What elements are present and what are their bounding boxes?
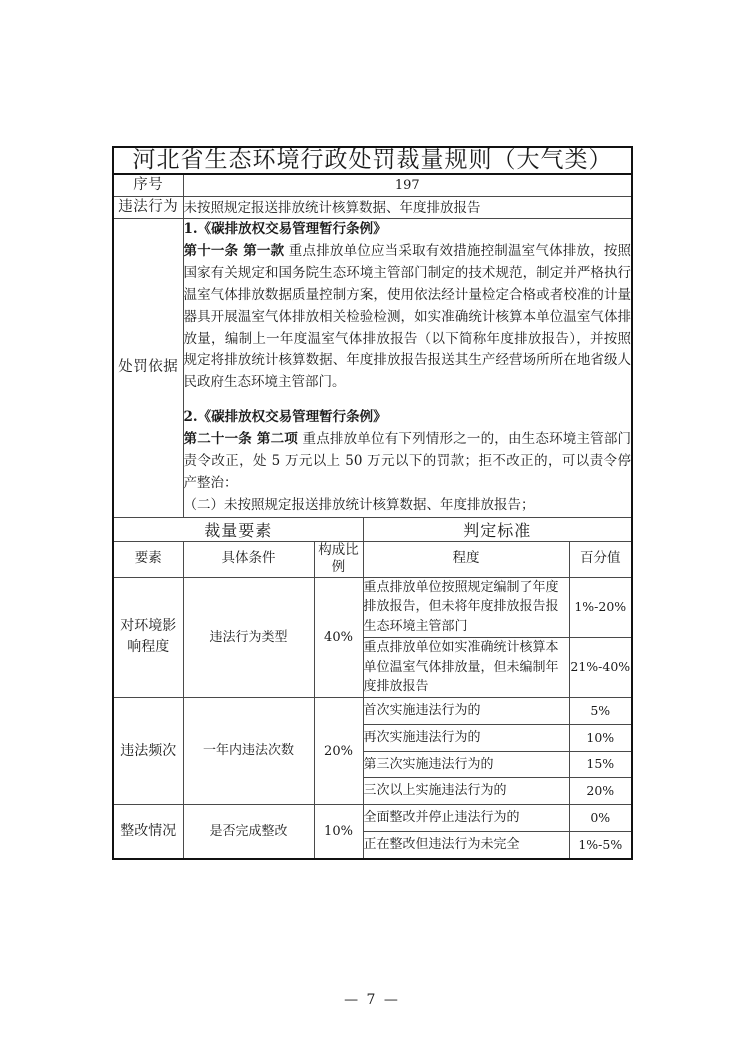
degree-text: 全面整改并停止违法行为的 (363, 805, 569, 832)
page-number: — 7 — (344, 992, 400, 1008)
factor-ratio: 40% (314, 577, 363, 698)
basis-spacer (184, 394, 632, 407)
serial-value: 197 (183, 174, 632, 197)
table-row (113, 577, 632, 637)
group-header-criteria: 判定标准 (363, 517, 632, 541)
basis-label: 处罚依据 (113, 219, 183, 517)
factor-condition: 一年内违法次数 (183, 698, 314, 805)
serial-label: 序号 (113, 174, 183, 197)
degree-text: 三次以上实施违法行为的 (363, 778, 569, 805)
group-header-factors: 裁量要素 (113, 517, 363, 541)
degree-text: 正在整改但违法行为未完全 (363, 831, 569, 858)
group-header-row (113, 517, 632, 541)
factor-condition: 违法行为类型 (183, 577, 314, 698)
factor-ratio: 10% (314, 805, 363, 859)
factor-condition: 是否完成整改 (183, 805, 314, 859)
degree-text: 重点排放单位按照规定编制了年度排放报告，但未将年度排放报告报生态环境主管部门 (363, 577, 569, 637)
degree-percent: 1%-20% (569, 577, 632, 637)
page-title: 河北省生态环境行政处罚裁量规则（大气类） (113, 147, 632, 174)
degree-text: 第三次实施违法行为的 (363, 751, 569, 778)
column-header-degree: 程度 (363, 541, 569, 577)
basis-item2-text: 重点排放单位有下列情形之一的，由生态环境主管部门责令改正，处 5 万元以上 50 万元以下的罚款；拒不改正的，可以责令停产整治： (183, 431, 632, 491)
basis-item2-clause: （二）未按照规定报送排放统计核算数据、年度排放报告； (183, 496, 535, 513)
degree-percent: 15% (569, 751, 632, 778)
table-row (113, 805, 632, 832)
violation-value: 未按照规定报送排放统计核算数据、年度排放报告 (183, 197, 632, 219)
factor-name: 对环境影响程度 (113, 577, 183, 698)
violation-label: 违法行为 (113, 197, 183, 219)
factor-name: 违法频次 (113, 698, 183, 805)
degree-percent: 20% (569, 778, 632, 805)
degree-text: 再次实施违法行为的 (363, 724, 569, 751)
basis-item1-article: 第十一条 第一款 (183, 243, 285, 260)
title-row (113, 147, 632, 174)
degree-text: 首次实施违法行为的 (363, 698, 569, 725)
factor-name: 整改情况 (113, 805, 183, 859)
column-header-percent: 百分值 (569, 541, 632, 577)
basis-item1-body (184, 241, 632, 394)
degree-percent: 21%-40% (569, 637, 632, 697)
table-row (113, 698, 632, 725)
basis-item2-heading: 2.《碳排放权交易管理暂行条例》 (183, 409, 387, 426)
factor-ratio: 20% (314, 698, 363, 805)
column-header-row (113, 541, 632, 577)
column-header-ratio: 构成比例 (314, 541, 363, 577)
basis-content (183, 219, 632, 517)
penalty-discretion-table (112, 146, 633, 860)
degree-percent: 10% (569, 724, 632, 751)
basis-item2-body (184, 429, 632, 495)
degree-percent: 1%-5% (569, 831, 632, 858)
column-header-condition: 具体条件 (183, 541, 314, 577)
degree-text: 重点排放单位如实准确统计核算本单位温室气体排放量，但未编制年度排放报告 (363, 637, 569, 697)
serial-row (113, 174, 632, 197)
degree-percent: 5% (569, 698, 632, 725)
violation-row (113, 197, 632, 219)
basis-row (113, 219, 632, 517)
degree-percent: 0% (569, 805, 632, 832)
basis-item1-heading: 1.《碳排放权交易管理暂行条例》 (183, 221, 387, 238)
column-header-factor: 要素 (113, 541, 183, 577)
basis-item1-text: 重点排放单位应当采取有效措施控制温室气体排放，按照国家有关规定和国务院生态环境主管部门制定的技术规范，制定并严格执行温室气体排放数据质量控制方案，使用依法经计量检定合格或者校准的计量器具开展温室气体排放相关检验检测，如实准确统计核算本单位温室气体排放量，编制上一年度温室气体排放报告（以下简称年度排放报告），并按照规定将排放统计核算数据、年度排放报告报送其生产经营场所所在地省级人民政府生态环境主管部门。 (183, 243, 632, 391)
basis-item2-article: 第二十一条 第二项 (183, 431, 298, 448)
